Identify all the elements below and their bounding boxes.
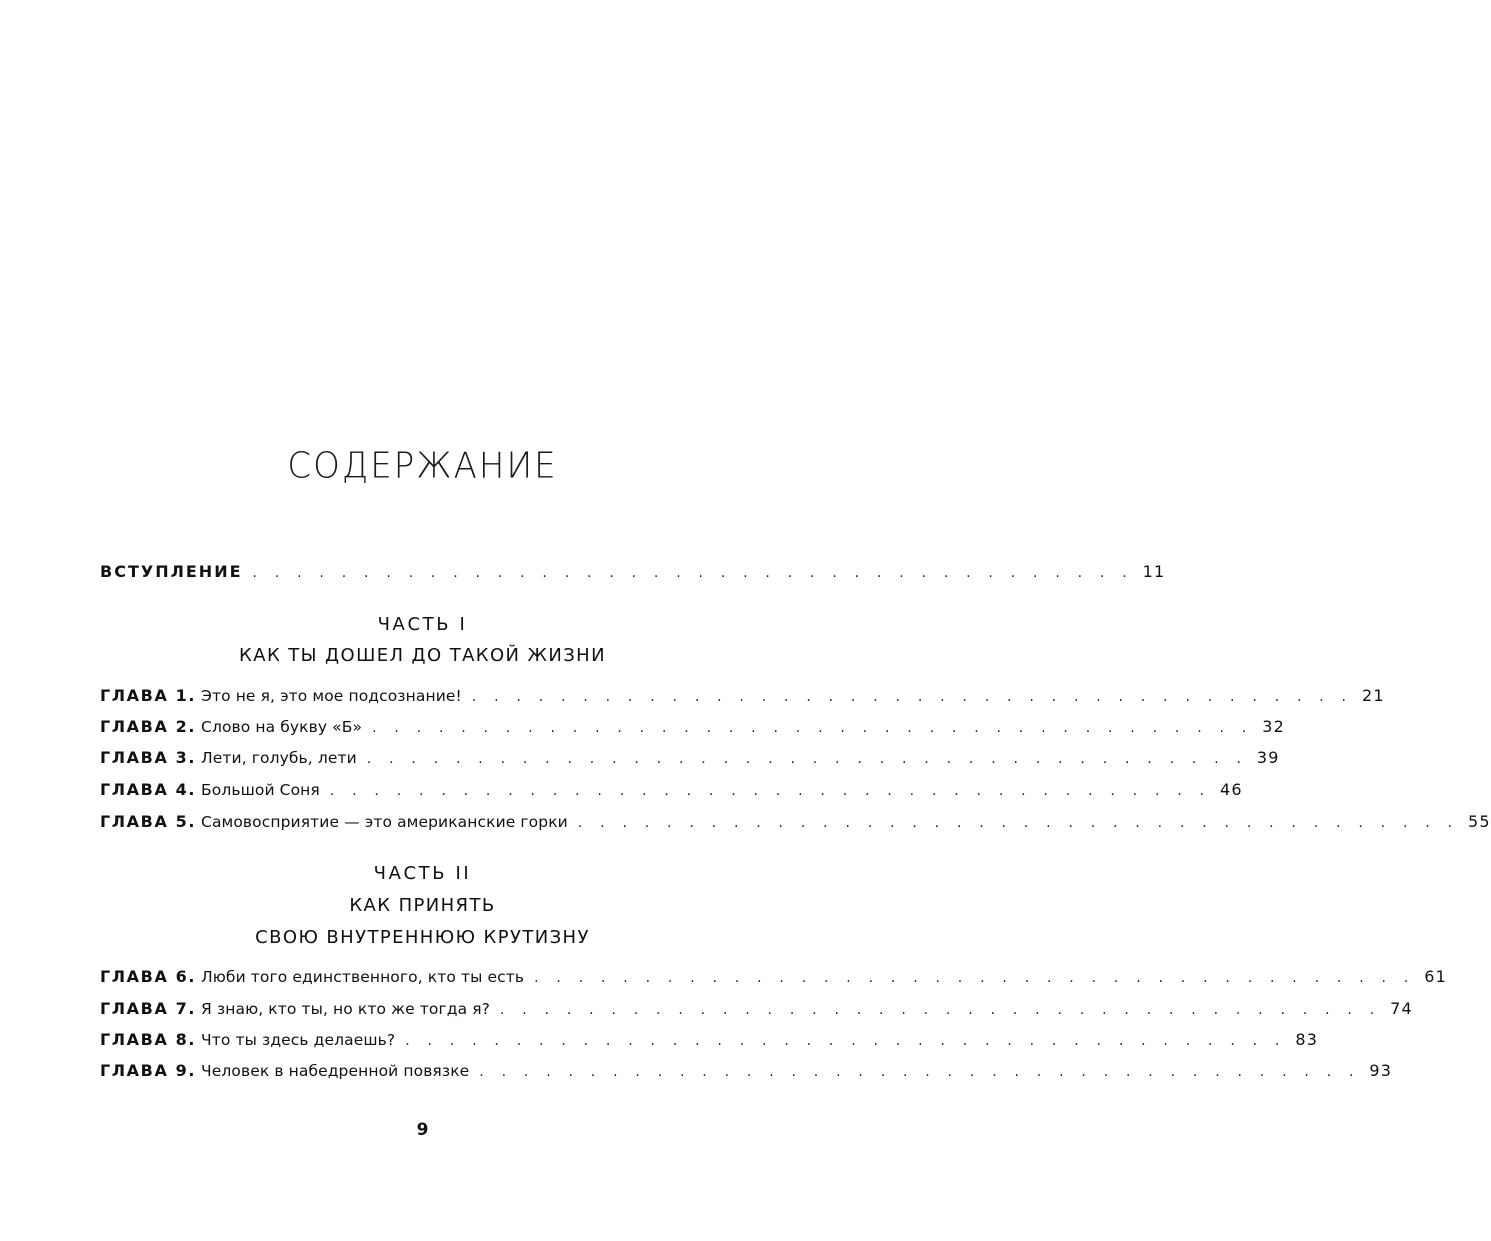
toc-entry-title: Люби того единственного, кто ты есть: [201, 968, 525, 986]
part-number: ЧАСТЬ I: [377, 614, 468, 635]
toc-entry-label: ГЛАВА 9.: [100, 1061, 197, 1080]
toc-page-number: 32: [1262, 717, 1285, 736]
toc-entry-chapter-4[interactable]: [100, 778, 1243, 802]
dot-leader: . . . . . . . . . . . . . . . . . . . . . . . . . . . . . . . . . . . . . . . .: [329, 783, 1211, 799]
toc-page-number: 83: [1295, 1030, 1319, 1049]
toc-entry-label: ГЛАВА 6.: [100, 967, 197, 986]
toc-entry-chapter-5[interactable]: [100, 810, 1491, 834]
part-title: КАК ТЫ ДОШЕЛ ДО ТАКОЙ ЖИЗНИ: [239, 645, 606, 666]
toc-entry-title: Что ты здесь делаешь?: [201, 1031, 396, 1049]
part-title-line-2: СВОЮ ВНУТРЕННЮЮ КРУТИЗНУ: [255, 927, 590, 948]
toc-entry-intro[interactable]: [100, 560, 1166, 584]
toc-entry-label: ГЛАВА 5.: [100, 812, 197, 831]
toc-entry-title: Большой Соня: [201, 781, 320, 799]
toc-page-number: 39: [1256, 748, 1280, 767]
toc-page-number: 21: [1361, 686, 1385, 705]
toc-entry-chapter-9[interactable]: [100, 1059, 1393, 1083]
toc-entry-label: ГЛАВА 4.: [100, 780, 197, 799]
toc-entry-title: Лети, голубь, лети: [201, 749, 357, 767]
toc-page-number: 55: [1467, 812, 1491, 831]
dot-leader: . . . . . . . . . . . . . . . . . . . . . . . . . . . . . . . . . . . . . . . .: [366, 751, 1248, 767]
toc-page-number: 61: [1424, 967, 1447, 986]
toc-entry-label: ГЛАВА 8.: [100, 1030, 197, 1049]
dot-leader: . . . . . . . . . . . . . . . . . . . . . . . . . . . . . . . . . . . . . . . .: [471, 689, 1353, 705]
toc-entry-label: ГЛАВА 3.: [100, 748, 197, 767]
toc-entry-title: Человек в набедренной повязке: [201, 1062, 470, 1080]
toc-entry-chapter-2[interactable]: [100, 715, 1285, 739]
toc-entry-chapter-1[interactable]: [100, 684, 1385, 708]
toc-entry-chapter-7[interactable]: [100, 997, 1413, 1021]
toc-page-number: 11: [1142, 562, 1166, 581]
folio-page-number: 9: [416, 1120, 429, 1140]
toc-entry-title: Слово на букву «Б»: [201, 718, 363, 736]
dot-leader: . . . . . . . . . . . . . . . . . . . . . . . . . . . . . . . . . . . . . . . .: [405, 1033, 1287, 1049]
toc-entry-title: Самовосприятие — это американские горки: [201, 813, 568, 831]
part-title-line-1: КАК ПРИНЯТЬ: [349, 895, 496, 916]
toc-page-number: 74: [1390, 999, 1413, 1018]
toc-page-number: 93: [1369, 1061, 1393, 1080]
dot-leader: . . . . . . . . . . . . . . . . . . . . . . . . . . . . . . . . . . . . . . . .: [499, 1002, 1381, 1018]
toc-entry-chapter-8[interactable]: [100, 1028, 1319, 1052]
dot-leader: . . . . . . . . . . . . . . . . . . . . . . . . . . . . . . . . . . . . . . . .: [252, 565, 1134, 581]
dot-leader: . . . . . . . . . . . . . . . . . . . . . . . . . . . . . . . . . . . . . . . .: [577, 815, 1459, 831]
toc-entry-label: ГЛАВА 7.: [100, 999, 197, 1018]
toc-entry-label: ГЛАВА 1.: [100, 686, 197, 705]
page-title: СОДЕРЖАНИЕ: [287, 445, 558, 487]
dot-leader: . . . . . . . . . . . . . . . . . . . . . . . . . . . . . . . . . . . . . . . .: [372, 720, 1253, 736]
toc-entry-title: Я знаю, кто ты, но кто же тогда я?: [201, 1000, 490, 1018]
dot-leader: . . . . . . . . . . . . . . . . . . . . . . . . . . . . . . . . . . . . . . . .: [534, 970, 1415, 986]
toc-entry-chapter-6[interactable]: [100, 965, 1447, 989]
toc-entry-label: ГЛАВА 2.: [100, 717, 197, 736]
toc-entry-label: ВСТУПЛЕНИЕ: [100, 562, 243, 581]
toc-entry-chapter-3[interactable]: [100, 746, 1280, 770]
toc-entry-title: Это не я, это мое подсознание!: [201, 687, 462, 705]
dot-leader: . . . . . . . . . . . . . . . . . . . . . . . . . . . . . . . . . . . . . . . .: [479, 1064, 1361, 1080]
toc-page-number: 46: [1219, 780, 1243, 799]
part-number: ЧАСТЬ II: [373, 863, 472, 884]
